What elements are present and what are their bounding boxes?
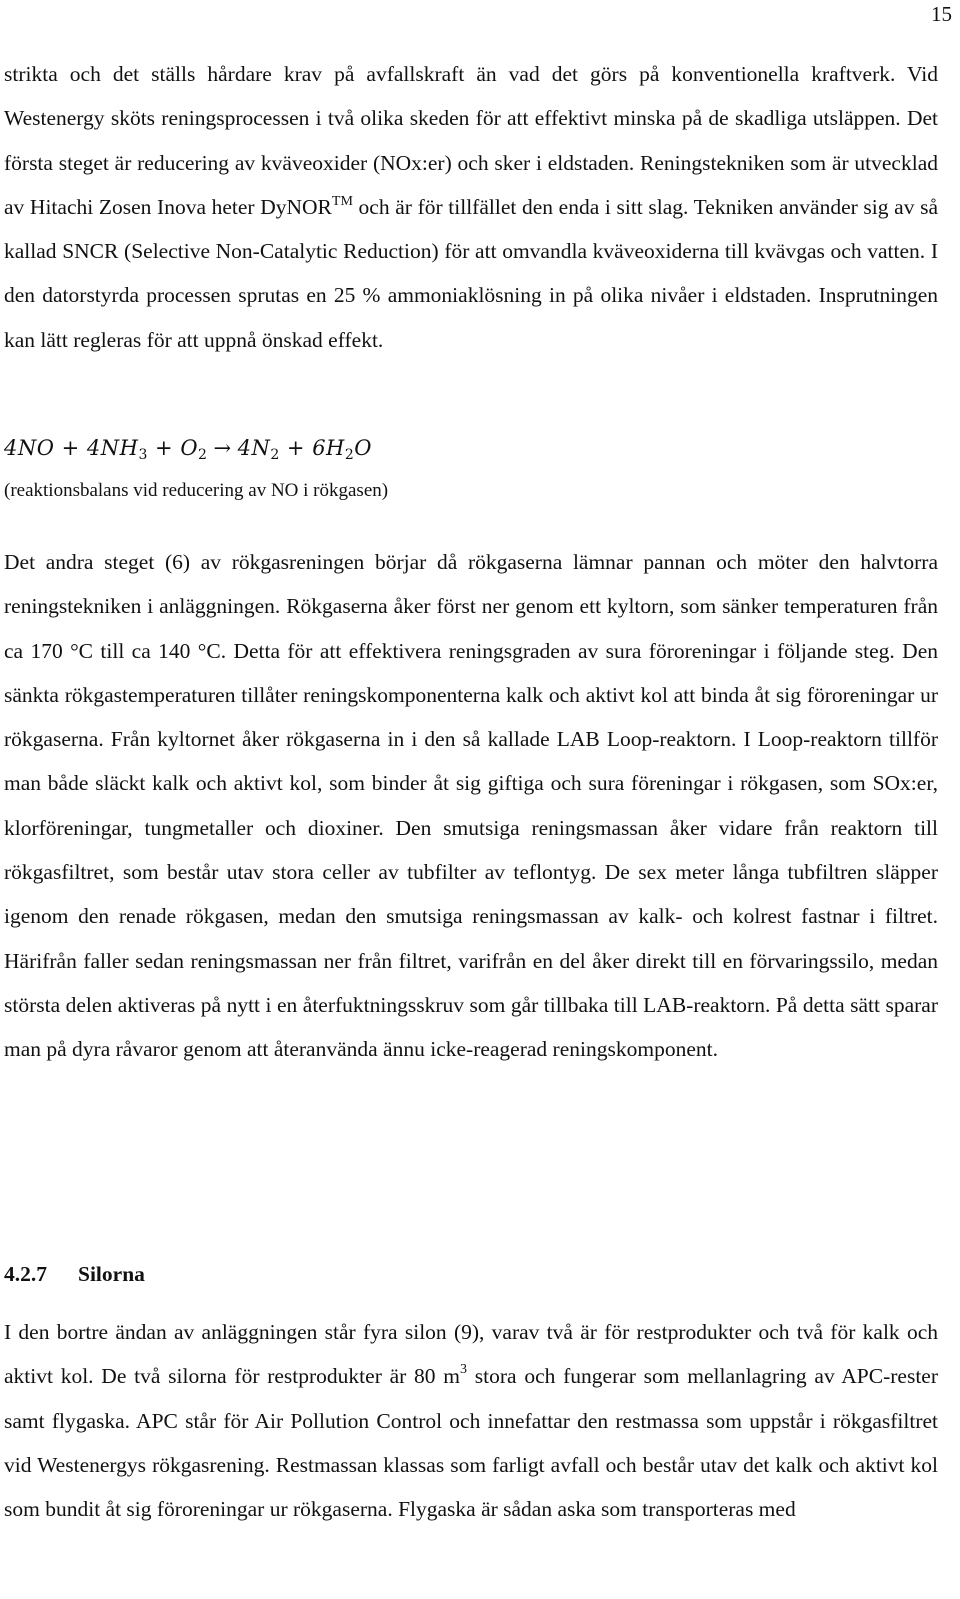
equation-caption: (reaktionsbalans vid reducering av NO i rökgasen) bbox=[4, 480, 389, 501]
paragraph-text: strikta och det ställs hårdare krav på avfallskraft än vad det görs på konventionella kraftverk. Vid Westenergy sköts reningsprocessen i två olika skeden för att effektivt minska på de skadliga utsläppen. Det första steget är reducering av kväveoxider (NOx:er) och sker i eldstaden. Reningstekniken som är utvecklad av Hitachi Zosen Inova heter DyNOR bbox=[4, 62, 938, 219]
page-number: 15 bbox=[931, 2, 952, 26]
paragraph-flue-gas-cleaning: Det andra steget (6) av rökgasreningen börjar då rökgaserna lämnar pannan och möter den halvtorra reningstekniken i anläggningen. Rökgaserna åker först ner genom ett kyltorn, som sänker temperaturen från ca 170 °C till ca 140 °C. Detta för att effektivera reningsgraden av sura föroreningar i följande steg. Den sänkta rökgastemperaturen tillåter reningskomponenterna kalk och aktivt kol att binda åt sig föroreningar ur rökgaserna. Från kyltornet åker rökgaserna in i den så kallade LAB Loop-reaktorn. I Loop-reaktorn tillför man både släckt kalk och aktivt kol, som binder åt sig giftiga och sura föreningar i rökgasen, som SOx:er, klorföreningar, tungmetaller och dioxiner. Den smutsiga reningsmassan åker vidare från reaktorn till rökgasfiltret, som består utav stora celler av tubfilter av teflontyg. De sex meter långa tubfiltren släpper igenom den renade rökgasen, medan den smutsiga reningsmassan av kalk- och kolrest fastnar i filtret. Härifrån faller sedan reningsmassan ner från filtret, varifrån en del åker direkt till en förvaringssilo, medan största delen aktiveras på nytt i en återfuktningsskruv som går tillbaka till LAB-reaktorn. På detta sätt sparar man på dyra råvaror genom att återanvända ännu icke-reagerad reningskomponent. bbox=[4, 550, 938, 1062]
reaction-equation: $4NO + 4NH_3 + O_2 \to 4N_2 + 6H_2O$ bbox=[4, 436, 373, 463]
section-title: Silorna bbox=[78, 1262, 145, 1286]
paragraph-nox-reduction bbox=[4, 52, 938, 362]
cubic-exponent: 3 bbox=[460, 1362, 468, 1378]
reaction-arrow: → bbox=[213, 436, 232, 460]
section-number: 4.2.7 bbox=[4, 1262, 47, 1286]
paragraph-text: I den bortre ändan av anläggningen står fyra silon (9), varav två är för restprodukter och två för kalk och aktivt kol. De två silorna för restprodukter är 80 m bbox=[4, 1320, 938, 1389]
section-heading bbox=[4, 1262, 145, 1287]
trademark-symbol: TM bbox=[331, 193, 353, 209]
paragraph-text: stora och fungerar som mellanlagring av APC-rester samt flygaska. APC står för Air Pollution Control och innefattar den restmassa som uppstår i rökgasfiltret vid Westenergys rökgasrening. Restmassan klassas som farligt avfall och består utav det kalk och aktivt kol som bundit åt sig föroreningar ur rökgaserna. Flygaska är sådan aska som transporteras med bbox=[4, 1364, 938, 1522]
paragraph-silos bbox=[4, 1310, 938, 1531]
paragraph-text: och är för tillfället den enda i sitt slag. Tekniken använder sig av så kallad SNCR (Selective Non-Catalytic Reduction) för att omvandla kväveoxiderna till kvävgas och vatten. I den datorstyrda processen sprutas en 25 % ammoniaklösning in på olika nivåer i eldstaden. Insprutningen kan lätt regleras för att uppnå önskad effekt. bbox=[4, 194, 938, 352]
